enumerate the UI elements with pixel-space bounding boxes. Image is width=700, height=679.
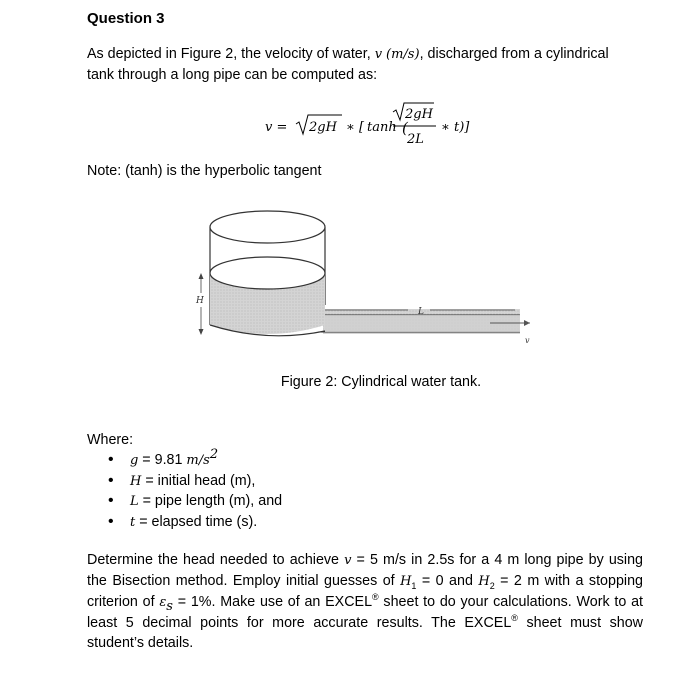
formula-root-term: 2gH [309, 120, 337, 135]
tank-rim [210, 211, 325, 243]
variable-list [108, 447, 283, 532]
var-text: = elapsed time (s). [135, 513, 258, 530]
task-eps-symbol: ε [159, 595, 167, 610]
H-label: H [196, 296, 204, 306]
var-symbol: L [130, 494, 139, 509]
task-H1-sub: 1 [411, 580, 417, 591]
task-text-3: = 0 and [416, 573, 479, 589]
var-units: m/s [186, 453, 210, 468]
intro-text: As depicted in Figure 2, the velocity of water, [87, 46, 375, 62]
task-text-1: Determine the head needed to achieve [87, 552, 345, 568]
formula-bracket-open: [ [359, 120, 365, 135]
velocity-symbol: v [374, 47, 383, 62]
water-surface [210, 257, 325, 289]
task-eps-sub: s [166, 598, 173, 614]
intro-line-2: tank through a long pipe can be computed as: [87, 67, 378, 83]
velocity-formula [262, 100, 522, 156]
formula-paren-open: ( [402, 119, 408, 137]
task-v-symbol: v [344, 553, 352, 568]
formula-numerator: 2gH [405, 107, 433, 122]
var-text: = pipe length (m), and [138, 493, 283, 509]
task-text-6: sheet to do your calculations. Work to at least 5 decimal points for more accurate results. The EXCEL [87, 594, 644, 631]
formula-tanh: tanh [367, 120, 397, 135]
figure-caption: Figure 2: Cylindrical water tank. [280, 374, 482, 390]
formula-times-2: ∗ t)] [441, 120, 470, 135]
task-text-2: = 5 m/s in 2.5s for a 4 m long pipe by using the Bisection method. Employ initial guesses of [87, 552, 643, 589]
L-label: L [418, 307, 424, 317]
task-reg-mark-1: ® [372, 592, 379, 603]
intro-paragraph [87, 44, 647, 86]
list-item [108, 491, 282, 512]
task-H2-sub: 2 [489, 580, 495, 591]
task-text-7: sheet must show student’s details. [87, 615, 644, 651]
var-symbol: H [130, 473, 142, 489]
where-heading: Where: [87, 432, 134, 448]
var-symbol: g [130, 453, 139, 468]
intro-text-end: , discharged from a cylindrical [419, 46, 609, 62]
var-symbol: t [130, 514, 136, 530]
velocity-units: (m/s) [386, 47, 420, 62]
formula-lhs: v = [265, 120, 288, 135]
task-text-5: = 1%. Make use of an EXCEL [172, 594, 373, 610]
note-text: Note: (tanh) is the hyperbolic tangent [87, 163, 322, 179]
task-H1-symbol: H [400, 574, 412, 589]
outlet-arrowhead [524, 320, 530, 326]
formula-denominator: 2L [407, 132, 424, 147]
var-text: = initial head (m), [141, 472, 256, 489]
tank-figure [190, 205, 550, 365]
task-reg-mark-2: ® [511, 613, 518, 624]
H-arrow-top [199, 273, 204, 279]
H-arrow-bottom [199, 329, 204, 335]
list-item [108, 512, 282, 533]
var-units-sup: 2 [209, 447, 219, 463]
list-item [108, 471, 282, 492]
list-item [108, 447, 282, 471]
var-text: = 9.81 [138, 452, 187, 468]
v-label: v [525, 336, 530, 345]
task-text-4: = 2 m with a stopping criterion of [87, 573, 643, 610]
task-paragraph [87, 550, 643, 653]
question-title: Question 3 [87, 10, 165, 27]
formula-times-1: ∗ [346, 120, 355, 135]
task-H2-symbol: H [478, 574, 490, 589]
